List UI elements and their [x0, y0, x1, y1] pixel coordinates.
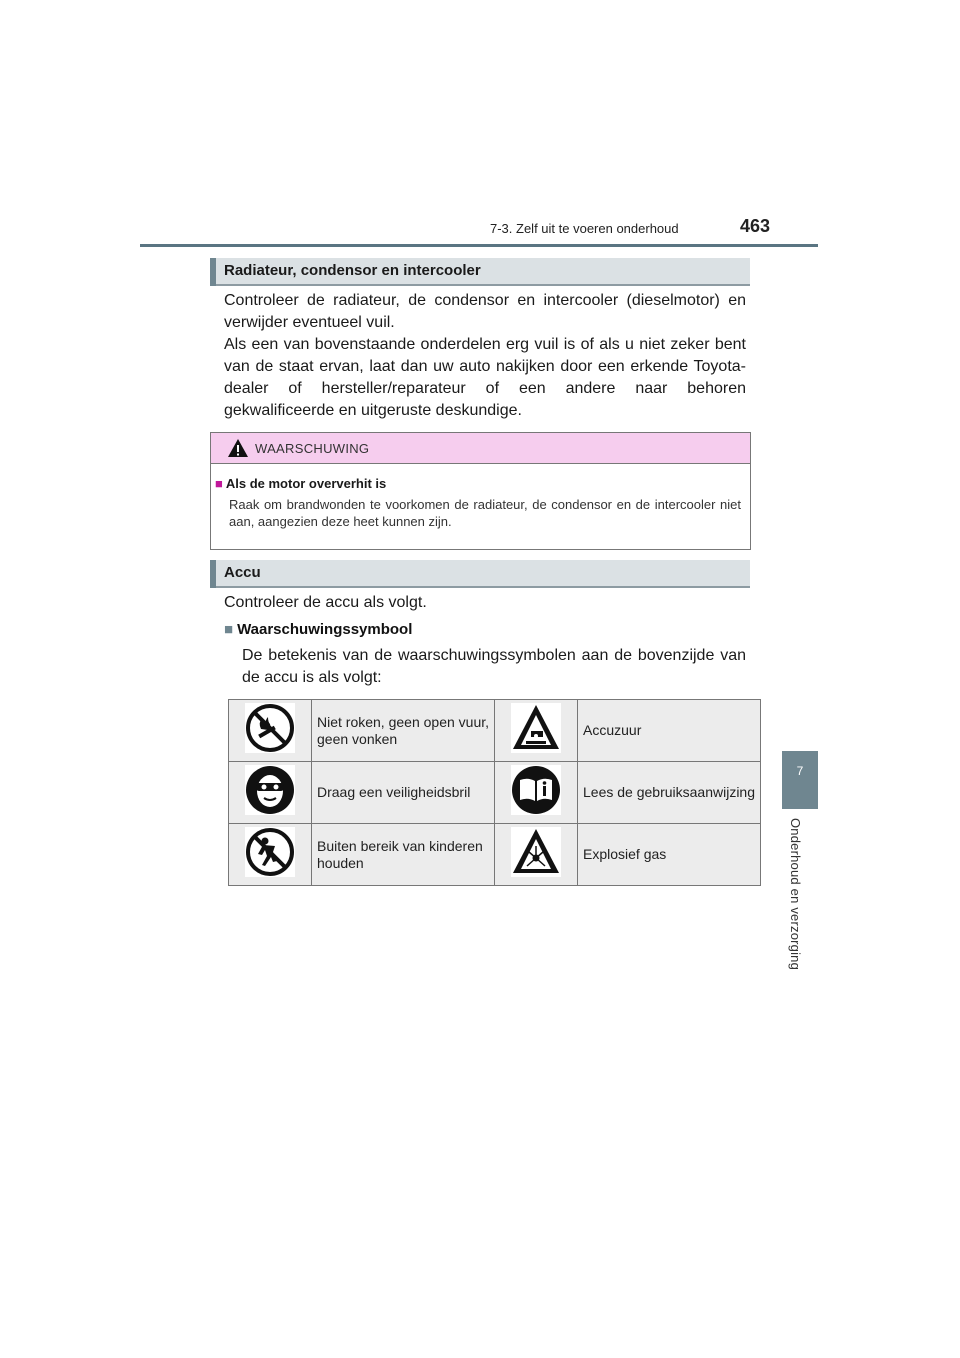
chapter-title: 7-3. Zelf uit te voeren onderhoud [490, 221, 679, 236]
paragraph-accu-intro: Controleer de accu als volgt. [224, 594, 427, 611]
battery-acid-icon [511, 703, 561, 753]
symbol-label: Explosief gas [578, 824, 761, 886]
symbol-label: Lees de gebruiksaanwijzing [578, 762, 761, 824]
section-heading-radiator [210, 258, 750, 286]
heading-bar [210, 258, 216, 286]
warning-text: Raak om brandwonden te voorkomen de radiateur, de condensor en de intercooler niet aan, aangezien deze heet kunnen zijn. [229, 497, 741, 529]
symbol-label: Accuzuur [578, 700, 761, 762]
warning-label: WAARSCHUWING [255, 441, 370, 456]
warning-header [211, 433, 750, 464]
paragraph-radiator-check: Controleer de radiateur, de condensor en intercooler (dieselmotor) en verwijder eventueel vuil. [224, 292, 746, 331]
section-heading-accu [210, 560, 750, 588]
chapter-tab-label: Onderhoud en verzorging [788, 818, 803, 971]
warning-subtitle: ■ Als de motor oververhit is [215, 476, 387, 491]
symbol-label: Niet roken, geen open vuur, geen vonken [312, 700, 495, 762]
section-title: Radiateur, condensor en intercooler [224, 262, 481, 279]
no-smoking-icon [245, 703, 295, 753]
bullet-square-icon: ■ [215, 476, 223, 491]
warning-box [210, 432, 751, 550]
table-row [229, 824, 761, 886]
table-row [229, 762, 761, 824]
paragraph-symbols-intro: De betekenis van de waarschuwingssymbolen aan de bovenzijde van de accu is als volgt: [242, 647, 746, 686]
explosive-gas-icon [511, 827, 561, 877]
heading-bar [210, 560, 216, 588]
table-row [229, 700, 761, 762]
read-manual-icon [511, 765, 561, 815]
safety-goggles-icon [245, 765, 295, 815]
bullet-square-icon: ■ [224, 621, 234, 638]
symbol-label: Draag een veiligheidsbril [312, 762, 495, 824]
keep-away-children-icon [245, 827, 295, 877]
paragraph-radiator-dealer: Als een van bovenstaande onderdelen erg vuil is of als u niet zeker bent van de staat ervan, laat dan uw auto nakijken door een erkende Toyota-dealer of hersteller/reparateur of een andere naar behoren gekwalificeerde en uitgeruste deskundige. [224, 336, 746, 419]
header-divider [140, 244, 818, 247]
symbol-label: Buiten bereik van kinderen houden [312, 824, 495, 886]
page-number: 463 [740, 216, 771, 236]
symbols-table [228, 699, 761, 886]
warning-triangle-icon [227, 438, 249, 458]
bullet-heading: ■ Waarschuwingssymbool [224, 621, 413, 638]
section-title: Accu [224, 564, 261, 581]
chapter-tab[interactable]: 7 [782, 751, 818, 809]
